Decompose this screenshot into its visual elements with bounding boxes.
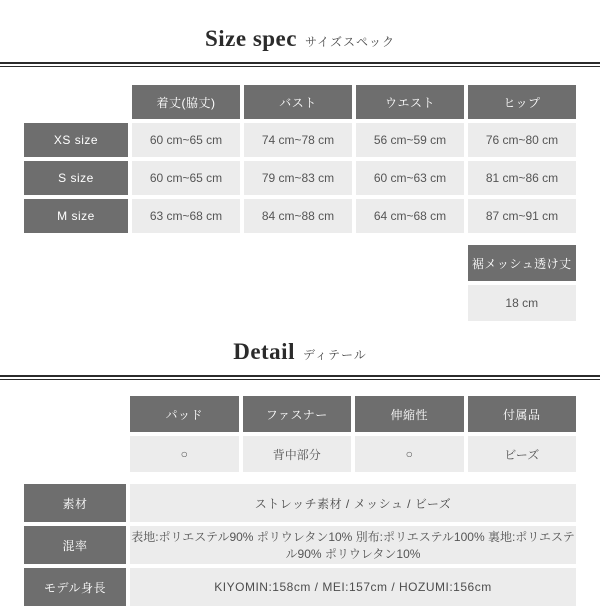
column-header-stretch: 伸縮性 <box>355 396 464 432</box>
column-header-length: 着丈(脇丈) <box>132 85 240 119</box>
spacer-cell <box>355 285 464 321</box>
detail-info-table <box>20 480 580 610</box>
detail-divider-thin <box>0 379 600 380</box>
table-row <box>24 161 576 195</box>
detail-value-row <box>24 436 576 472</box>
column-header-waist: ウエスト <box>356 85 464 119</box>
table-row <box>24 526 576 564</box>
spacer-cell <box>243 245 352 281</box>
row-header-composition: 混率 <box>24 526 126 564</box>
detail-header-row <box>24 396 576 432</box>
size-spec-title-jp: サイズスペック <box>304 35 396 49</box>
row-header-material: 素材 <box>24 484 126 522</box>
cell-s-length: 60 cm~65 cm <box>132 161 240 195</box>
cell-xs-hip: 76 cm~80 cm <box>468 123 576 157</box>
size-spec-divider <box>0 62 600 64</box>
column-header-hip: ヒップ <box>468 85 576 119</box>
cell-s-waist: 60 cm~63 cm <box>356 161 464 195</box>
spacer-cell <box>130 245 239 281</box>
cell-m-hip: 87 cm~91 cm <box>468 199 576 233</box>
cell-s-hip: 81 cm~86 cm <box>468 161 576 195</box>
table-row <box>24 199 576 233</box>
size-spec-divider-thin <box>0 66 600 67</box>
spacer-cell <box>24 285 126 321</box>
detail-divider <box>0 375 600 377</box>
spacer-cell <box>355 245 464 281</box>
cell-m-waist: 64 cm~68 cm <box>356 199 464 233</box>
row-header-model-height: モデル身長 <box>24 568 126 606</box>
table-row <box>24 484 576 522</box>
table-row <box>24 123 576 157</box>
size-spec-table <box>20 81 580 237</box>
cell-stretch-value: ○ <box>355 436 464 472</box>
corner-cell <box>24 85 128 119</box>
cell-xs-waist: 56 cm~59 cm <box>356 123 464 157</box>
spacer-cell <box>243 285 352 321</box>
cell-xs-length: 60 cm~65 cm <box>132 123 240 157</box>
mesh-length-table <box>20 241 580 325</box>
column-header-pad: パッド <box>130 396 239 432</box>
cell-composition-value: 表地:ポリエステル90% ポリウレタン10% 別布:ポリエステル100% 裏地:ポリエステル90% ポリウレタン10% <box>130 526 576 564</box>
column-header-accessory: 付属品 <box>468 396 577 432</box>
size-spec-heading <box>0 0 600 62</box>
spacer-cell <box>24 436 126 472</box>
detail-table <box>20 392 580 476</box>
detail-title-jp: ディテール <box>302 348 367 362</box>
mesh-length-value: 18 cm <box>468 285 577 321</box>
cell-zipper-value: 背中部分 <box>243 436 352 472</box>
spacer-cell <box>24 245 126 281</box>
spacer-cell <box>130 285 239 321</box>
table-row <box>24 568 576 606</box>
cell-s-bust: 79 cm~83 cm <box>244 161 352 195</box>
detail-heading <box>0 325 600 375</box>
column-header-bust: バスト <box>244 85 352 119</box>
row-header-m: M size <box>24 199 128 233</box>
detail-title-en: Detail <box>233 339 295 364</box>
mesh-length-label: 裾メッシュ透け丈 <box>468 245 577 281</box>
size-spec-title-en: Size spec <box>204 26 297 51</box>
mesh-header-row <box>24 245 576 281</box>
cell-material-value: ストレッチ素材 / メッシュ / ビーズ <box>130 484 576 522</box>
cell-m-length: 63 cm~68 cm <box>132 199 240 233</box>
row-header-xs: XS size <box>24 123 128 157</box>
mesh-value-row <box>24 285 576 321</box>
row-header-s: S size <box>24 161 128 195</box>
table-header-row <box>24 85 576 119</box>
column-header-zipper: ファスナー <box>243 396 352 432</box>
cell-model-height-value: KIYOMIN:158cm / MEI:157cm / HOZUMI:156cm <box>130 568 576 606</box>
cell-xs-bust: 74 cm~78 cm <box>244 123 352 157</box>
cell-pad-value: ○ <box>130 436 239 472</box>
corner-cell <box>24 396 126 432</box>
cell-m-bust: 84 cm~88 cm <box>244 199 352 233</box>
cell-accessory-value: ビーズ <box>468 436 577 472</box>
